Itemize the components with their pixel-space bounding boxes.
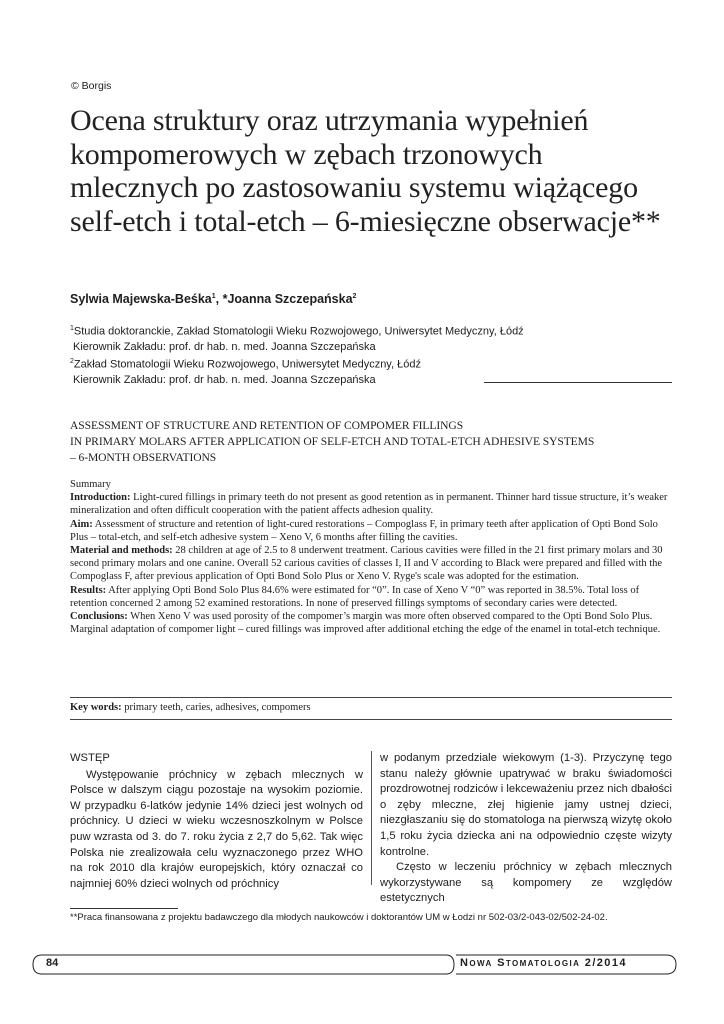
- author-separator: ,: [215, 292, 223, 306]
- abstract-introduction: [70, 491, 672, 517]
- column-divider: [371, 751, 372, 885]
- page-number: 84: [46, 957, 59, 969]
- footnote-rule: [70, 908, 178, 909]
- abstract-results: [70, 584, 672, 610]
- copyright-notice: © Borgis: [71, 80, 112, 92]
- aim-text: Assessment of structure and retention of light-cured restorations – Compoglass F, in primary teeth after application of Opti Bond Solo Plus – total-etch, and self-etch adhesive system – Xeno V, 6 months after filling the cavities.: [70, 518, 658, 543]
- introduction-label: Introduction:: [70, 492, 131, 504]
- journal-name: Nowa Stomatologia 2/2014: [460, 957, 627, 969]
- affiliation-1: [70, 321, 524, 355]
- abstract-conclusions: [70, 610, 672, 636]
- abstract-aim: [70, 518, 672, 544]
- footnote: **Praca finansowana z projektu badawczego dla młodych naukowców i doktorantów UM w Łodzi nr 502-03/2-043-02/502-24-02.: [70, 912, 608, 923]
- author-1-affiliation: 1: [211, 292, 216, 300]
- affiliation-divider: [484, 382, 672, 383]
- affiliation-1-text: Studia doktoranckie, Zakład Stomatologii Wieku Rozwojowego, Uniwersytet Medyczny, Łódź: [73, 325, 524, 338]
- summary-label: Summary: [70, 479, 111, 490]
- section-heading: WSTĘP: [70, 752, 110, 764]
- body-paragraph: Często w leczeniu próchnicy w zębach mlecznych wykorzystywane są kompomery ze względów estetycznych: [380, 861, 672, 905]
- keywords-rule-top: [70, 697, 672, 698]
- english-title-line1: ASSESSMENT OF STRUCTURE AND RETENTION OF COMPOMER FILLINGS: [70, 419, 464, 432]
- results-label: Results:: [70, 584, 107, 596]
- introduction-text: Light-cured fillings in primary teeth do not present as good retention as in permanent. Thinner hard tissue structure, it’s weaker mineralization and often difficult cooperation with the patient affects adhesion quality.: [70, 492, 668, 517]
- conclusions-text: When Xeno V was used porosity of the compomer’s margin was more often observed compared to the Opti Bond Solo Plus. Marginal adaptation of compomer light – cured fillings was improved after additional etching the edge of the enamel in total-etch technique.: [70, 611, 661, 636]
- aim-label: Aim:: [70, 518, 93, 530]
- affiliation-2-number: 2: [70, 358, 74, 365]
- body-column-left: [70, 751, 363, 892]
- results-text: After applying Opti Bond Solo Plus 84.6% were estimated for “0”. In case of Xeno V “0” was reported in 38.5%. Total loss of retention concerned 2 among 52 examined restorations. In none of preserved fillings symptoms of secondary caries were detected.: [70, 584, 640, 609]
- conclusions-label: Conclusions:: [70, 611, 128, 623]
- affiliation-1-line1: [70, 321, 524, 340]
- author-2-affiliation: 2: [352, 292, 357, 300]
- affiliation-2-text: Zakład Stomatologii Wieku Rozwojowego, Uniwersytet Medyczny, Łódź: [73, 358, 421, 371]
- author-list: [70, 292, 356, 306]
- body-paragraph: Występowanie próchnicy w zębach mlecznych w Polsce w dalszym ciągu pozostaje na wysokim poziomie. W przypadku 6-latków jedynie 14% dzieci jest wolnych od próchnicy. U dzieci w wieku wczesnoszkolnym w Polsce puw wzrasta od 3. do 7. roku życia z 2,7 do 5,62. Tak więc Polska nie zrealizowała celu wyznaczonego przez WHO na rok 2010 dla krajów europejskich, który oznaczał co najmniej 60% dzieci wolnych od próchnicy: [70, 768, 363, 890]
- article-title: Ocena struktury oraz utrzymania wypełnień kompomerowych w zębach trzonowych mlecznych po zastosowaniu systemu wiążącego self-etch i total-etch – 6-miesięczne obserwacje**: [70, 104, 661, 238]
- keywords-text: primary teeth, caries, adhesives, compomers: [121, 702, 311, 713]
- author-2: *Joanna Szczepańska: [222, 292, 353, 306]
- keywords-rule-bottom: [70, 719, 672, 720]
- english-title: [70, 418, 690, 466]
- methods-text: 28 children at age of 2.5 to 8 underwent treatment. Carious cavities were filled in the 21 first primary molars and 30 second primary molars and one canine. Overall 52 carious cavities of classes I, II and V according to Black were prepared and filled with the Compoglass F, after previous application of Opti Bond Solo Plus or Xeno V. Ryge's scale was adopted for the estimation.: [70, 545, 663, 583]
- keywords-label: Key words:: [70, 702, 122, 713]
- affiliation-1-number: 1: [70, 325, 74, 332]
- affiliation-1-head: Kierownik Zakładu: prof. dr hab. n. med. Joanna Szczepańska: [73, 340, 376, 353]
- english-title-line2: IN PRIMARY MOLARS AFTER APPLICATION OF SELF-ETCH AND TOTAL-ETCH ADHESIVE SYSTEMS: [70, 435, 595, 448]
- abstract-methods: [70, 544, 672, 584]
- affiliation-2-head: Kierownik Zakładu: prof. dr hab. n. med. Joanna Szczepańska: [73, 373, 376, 386]
- methods-label: Material and methods:: [70, 545, 173, 557]
- affiliation-2-line1: [70, 354, 421, 373]
- author-1: Sylwia Majewska-Beśka: [70, 292, 212, 306]
- keywords: [70, 702, 311, 713]
- body-paragraph: w podanym przedziale wiekowym (1-3). Przyczynę tego stanu należy głównie upatrywać w braku świadomości prozdrowotnej rodziców i lekceważeniu przez nich dbałości o zęby mleczne, złej higienie jamy ustnej dzieci, niezgłaszaniu się do stomatologa na pierwszą wizytę około 1,5 roku życia dziecka ani na odpowiednio częste wizyty kontrolne.: [380, 752, 672, 858]
- body-column-right: [380, 751, 672, 907]
- abstract: [70, 478, 672, 636]
- affiliation-2: [70, 354, 421, 388]
- footer-left-bracket: [33, 955, 454, 974]
- english-title-line3: – 6-MONTH OBSERVATIONS: [70, 451, 217, 464]
